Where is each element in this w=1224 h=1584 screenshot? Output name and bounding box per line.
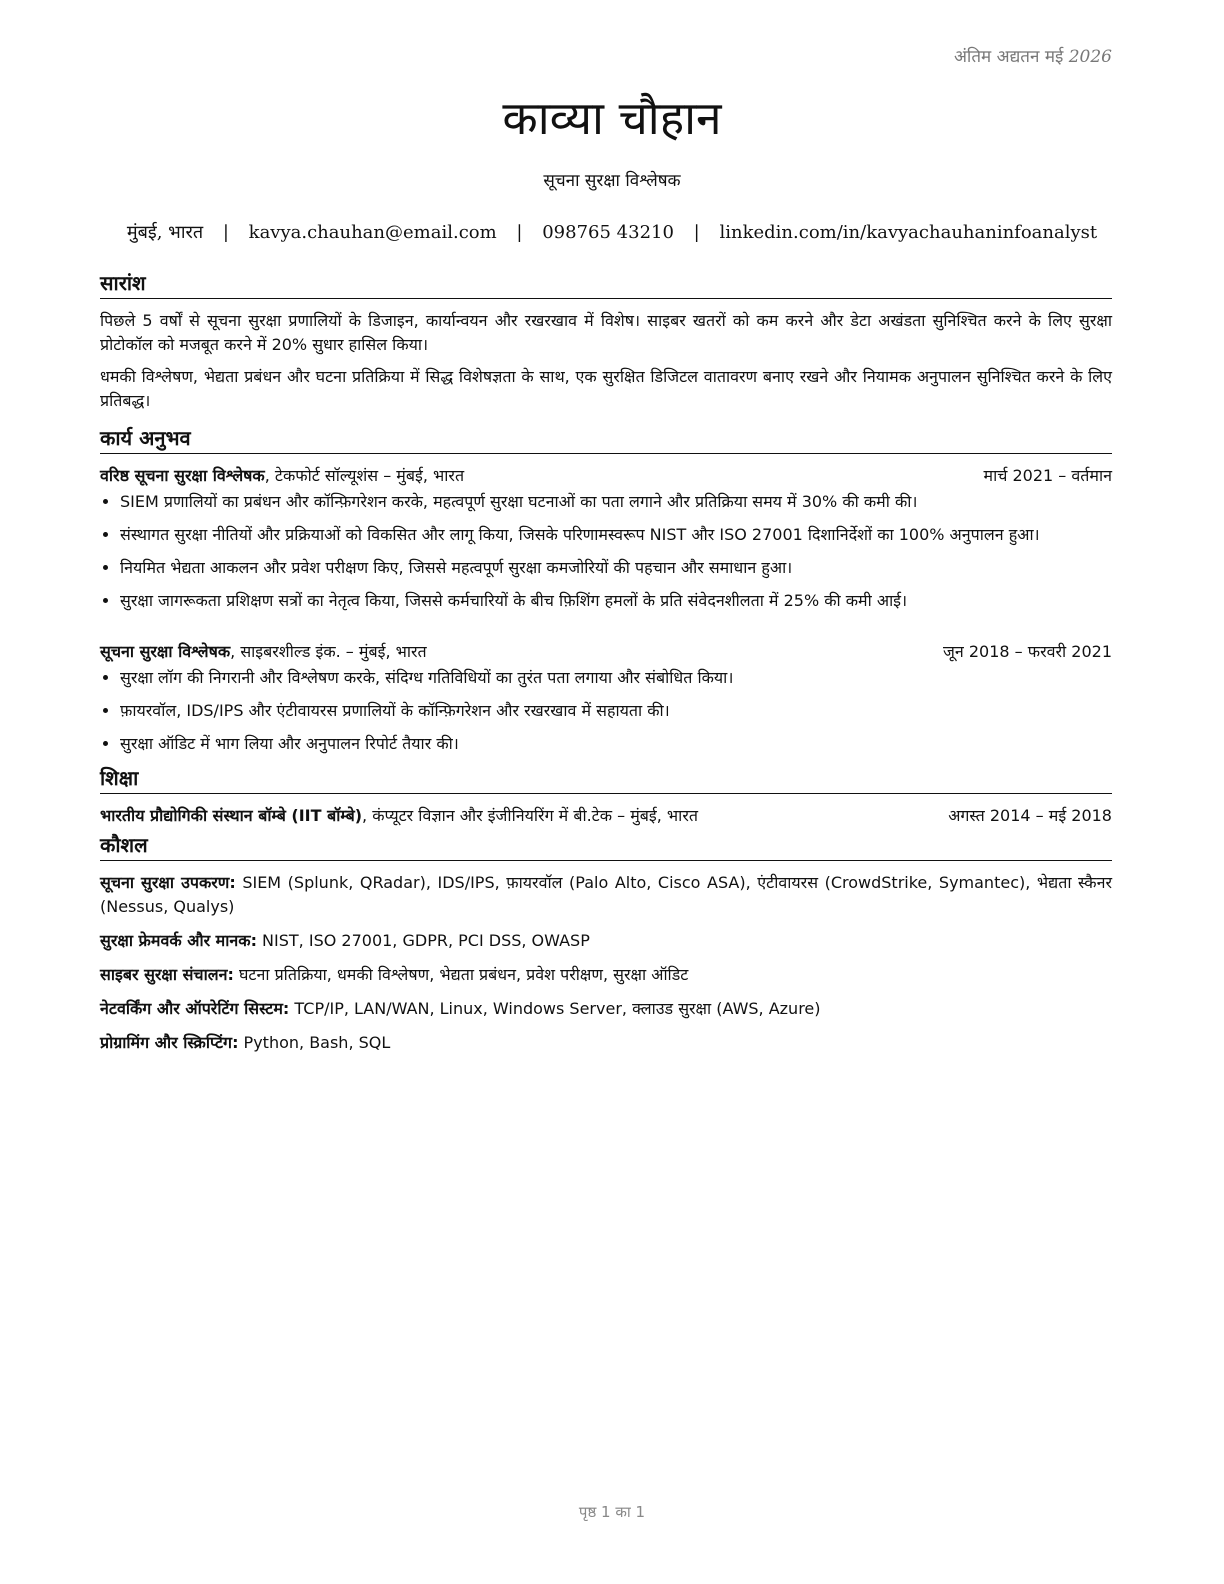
job-bullet: • सुरक्षा लॉग की निगरानी और विश्लेषण करके, संदिग्ध गतिविधियों का तुरंत पता लगाया और संबोधित किया।: [120, 666, 1112, 690]
summary-heading: सारांश: [100, 270, 1112, 299]
last-updated: [954, 44, 1112, 67]
skills-heading: कौशल: [100, 832, 1112, 861]
contact-email[interactable]: kavya.chauhan@email.com: [248, 222, 497, 243]
skill-value: Python, Bash, SQL: [238, 1033, 391, 1052]
candidate-name: काव्या चौहान: [502, 91, 722, 145]
skill-line: [100, 871, 1112, 919]
job-title-line: [100, 464, 464, 488]
skill-label: प्रोग्रामिंग और स्क्रिप्टिंग:: [100, 1033, 239, 1052]
education-dates: अगस्त 2014 – मई 2018: [948, 806, 1112, 825]
job-bullet: • नियमित भेद्यता आकलन और प्रवेश परीक्षण किए, जिससे महत्वपूर्ण सुरक्षा कमजोरियों की पहचान और समाधान हुआ।: [120, 556, 1112, 580]
job-bullet: • संस्थागत सुरक्षा नीतियों और प्रक्रियाओं को विकसित और लागू किया, जिसके परिणामस्वरूप NIST और ISO 27001 दिशानिर्देशों का 100% अनुपालन हुआ।: [120, 523, 1112, 547]
contact-separator: |: [516, 222, 523, 243]
job-dates: जून 2018 – फरवरी 2021: [943, 642, 1112, 661]
education-details: , कंप्यूटर विज्ञान और इंजीनियरिंग में बी.टेक – मुंबई, भारत: [362, 806, 698, 825]
skill-label: साइबर सुरक्षा संचालन:: [100, 965, 234, 984]
skill-line: [100, 1031, 1112, 1055]
page-number: पृष्ठ 1 का 1: [578, 1503, 646, 1521]
education-entry: [100, 804, 1112, 828]
job-company: , साइबरशील्ड इंक. – मुंबई, भारत: [230, 642, 427, 661]
summary-paragraph: पिछले 5 वर्षों से सूचना सुरक्षा प्रणालियों के डिजाइन, कार्यान्वयन और रखरखाव में विशेष। साइबर खतरों को कम करने और डेटा अखंडता सुनिश्चित करने के लिए सुरक्षा प्रोटोकॉल को मजबूत करने में 20% सुधार हासिल किया।: [100, 311, 1112, 354]
experience-heading: कार्य अनुभव: [100, 425, 1112, 454]
job-header: [100, 640, 1112, 664]
resume-content: [100, 270, 1112, 1065]
skill-line: [100, 963, 1112, 987]
education-heading: शिक्षा: [100, 765, 1112, 794]
education-line: [100, 804, 698, 828]
contact-separator: |: [222, 222, 229, 243]
job-bullet: • फ़ायरवॉल, IDS/IPS और एंटीवायरस प्रणालियों के कॉन्फ़िगरेशन और रखरखाव में सहायता की।: [120, 699, 1112, 723]
skill-value: NIST, ISO 27001, GDPR, PCI DSS, OWASP: [256, 931, 590, 950]
education-institution: भारतीय प्रौद्योगिकी संस्थान बॉम्बे (IIT बॉम्बे): [100, 806, 363, 825]
contact-line: [0, 220, 1224, 244]
job-bullets: [100, 490, 1112, 613]
job-bullet: • SIEM प्रणालियों का प्रबंधन और कॉन्फ़िगरेशन करके, महत्वपूर्ण सुरक्षा घटनाओं का पता लगाने और प्रतिक्रिया समय में 30% की कमी की।: [120, 490, 1112, 514]
candidate-role: सूचना सुरक्षा विश्लेषक: [543, 171, 681, 191]
skill-label: सुरक्षा फ्रेमवर्क और मानक:: [100, 931, 257, 950]
skill-label: नेटवर्किंग और ऑपरेटिंग सिस्टम:: [100, 999, 290, 1018]
job-company: , टेकफोर्ट सॉल्यूशंस – मुंबई, भारत: [264, 466, 465, 485]
job-position: वरिष्ठ सूचना सुरक्षा विश्लेषक: [100, 466, 265, 485]
skill-value: TCP/IP, LAN/WAN, Linux, Windows Server, क्लाउड सुरक्षा (AWS, Azure): [289, 999, 821, 1018]
contact-location: मुंबई, भारत: [126, 222, 204, 243]
last-updated-prefix: अंतिम अद्यतन मई: [953, 47, 1064, 67]
job-position: सूचना सुरक्षा विश्लेषक: [100, 642, 231, 661]
summary-paragraph: धमकी विश्लेषण, भेद्यता प्रबंधन और घटना प्रतिक्रिया में सिद्ध विशेषज्ञता के साथ, एक सुरक्षित डिजिटल वातावरण बनाए रखने और नियामक अनुपालन सुनिश्चित करने के लिए प्रतिबद्ध।: [100, 367, 1112, 410]
contact-separator: |: [693, 222, 700, 243]
skill-label: सूचना सुरक्षा उपकरण:: [100, 873, 236, 892]
job-bullet: • सुरक्षा ऑडिट में भाग लिया और अनुपालन रिपोर्ट तैयार की।: [120, 732, 1112, 756]
job-title-line: [100, 640, 427, 664]
skill-line: [100, 929, 1112, 953]
job-header: [100, 464, 1112, 488]
contact-linkedin[interactable]: linkedin.com/in/kavyachauhaninfoanalyst: [719, 222, 1098, 243]
skill-value: SIEM (Splunk, QRadar), IDS/IPS, फ़ायरवॉल (Palo Alto, Cisco ASA), एंटीवायरस (CrowdStrike, Symantec), भेद्यता स्कैनर (Nessus, Qualys): [100, 873, 1112, 916]
contact-phone[interactable]: 098765 43210: [542, 222, 674, 243]
job-bullets: [100, 666, 1112, 756]
job-dates: मार्च 2021 – वर्तमान: [983, 466, 1112, 485]
skill-line: [100, 997, 1112, 1021]
skill-value: घटना प्रतिक्रिया, धमकी विश्लेषण, भेद्यता प्रबंधन, प्रवेश परीक्षण, सुरक्षा ऑडिट: [233, 965, 689, 984]
job-bullet: • सुरक्षा जागरूकता प्रशिक्षण सत्रों का नेतृत्व किया, जिससे कर्मचारियों के बीच फ़िशिंग हमलों के प्रति संवेदनशीलता में 25% की कमी आई।: [120, 589, 1112, 613]
last-updated-year: 2026: [1068, 47, 1112, 67]
